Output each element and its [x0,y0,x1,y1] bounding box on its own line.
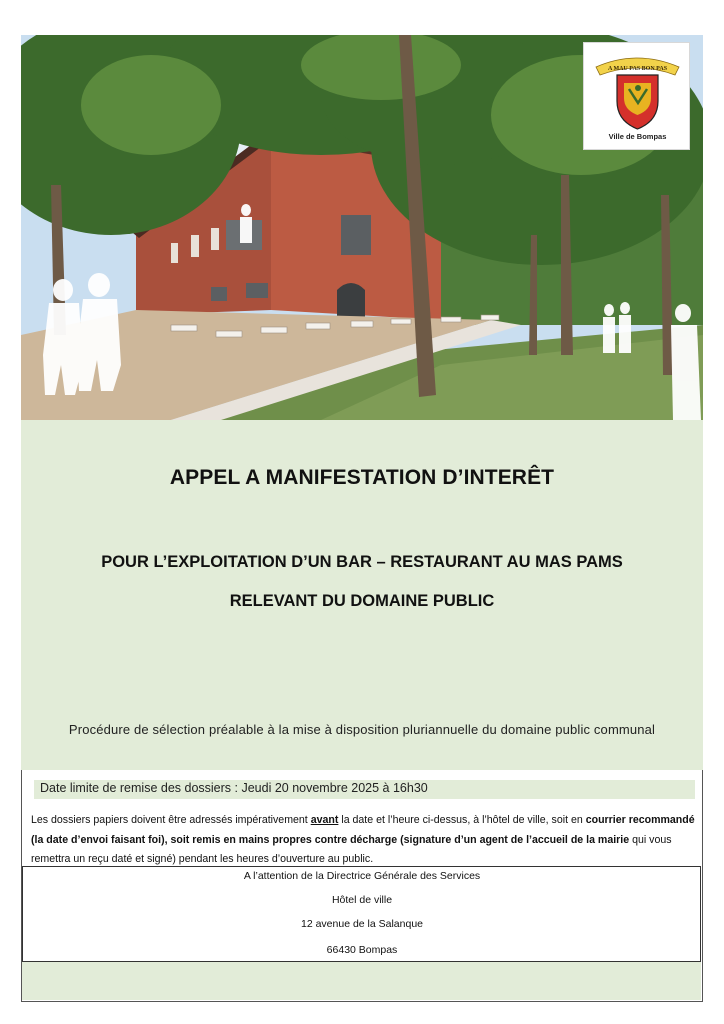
instructions-part-1: Les dossiers papiers doivent être adressés impérativement [31,814,311,826]
subtitle-line-1: POUR L’EXPLOITATION D’UN BAR – RESTAURANT AU MAS PAMS [101,553,623,571]
address-postcode-city: 66430 Bompas [326,944,398,956]
instructions-part-5: qui vous remettra un reçu daté et signé) pendant les heures d’ouverture au public. [31,833,672,865]
deadline-text: Date limite de remise des dossiers : Jeudi 20 novembre 2025 à 16h30 [40,781,428,795]
logo-caption: Ville de Bompas [608,132,667,141]
bottom-band [22,962,701,1000]
town-logo [583,42,690,150]
procedure-description: Procédure de sélection préalable à la mise à disposition pluriannuelle du domaine public communal [68,722,656,737]
instructions-part-3: la date et l’heure ci-dessus, à l’hôtel de ville, soit en [338,814,586,826]
logo-motto: A MAU PAS BON PAS [607,66,668,72]
instructions-emphasis-avant: avant [310,814,339,826]
instructions-delivery-methods: courrier recommandé (la date d’envoi faisant foi), soit remis en mains propres contre décharge (signature d’un agent de l’accueil de la mairie [31,814,695,846]
address-building: Hôtel de ville [331,894,393,906]
subtitle-line-2: RELEVANT DU DOMAINE PUBLIC [229,592,495,610]
hero-illustration [21,35,703,420]
address-street: 12 avenue de la Salanque [300,918,424,930]
page-title: APPEL A MANIFESTATION D’INTERÊT [169,466,555,489]
address-recipient: A l’attention de la Directrice Générale des Services [243,870,481,882]
instructions-paragraph [31,811,703,870]
